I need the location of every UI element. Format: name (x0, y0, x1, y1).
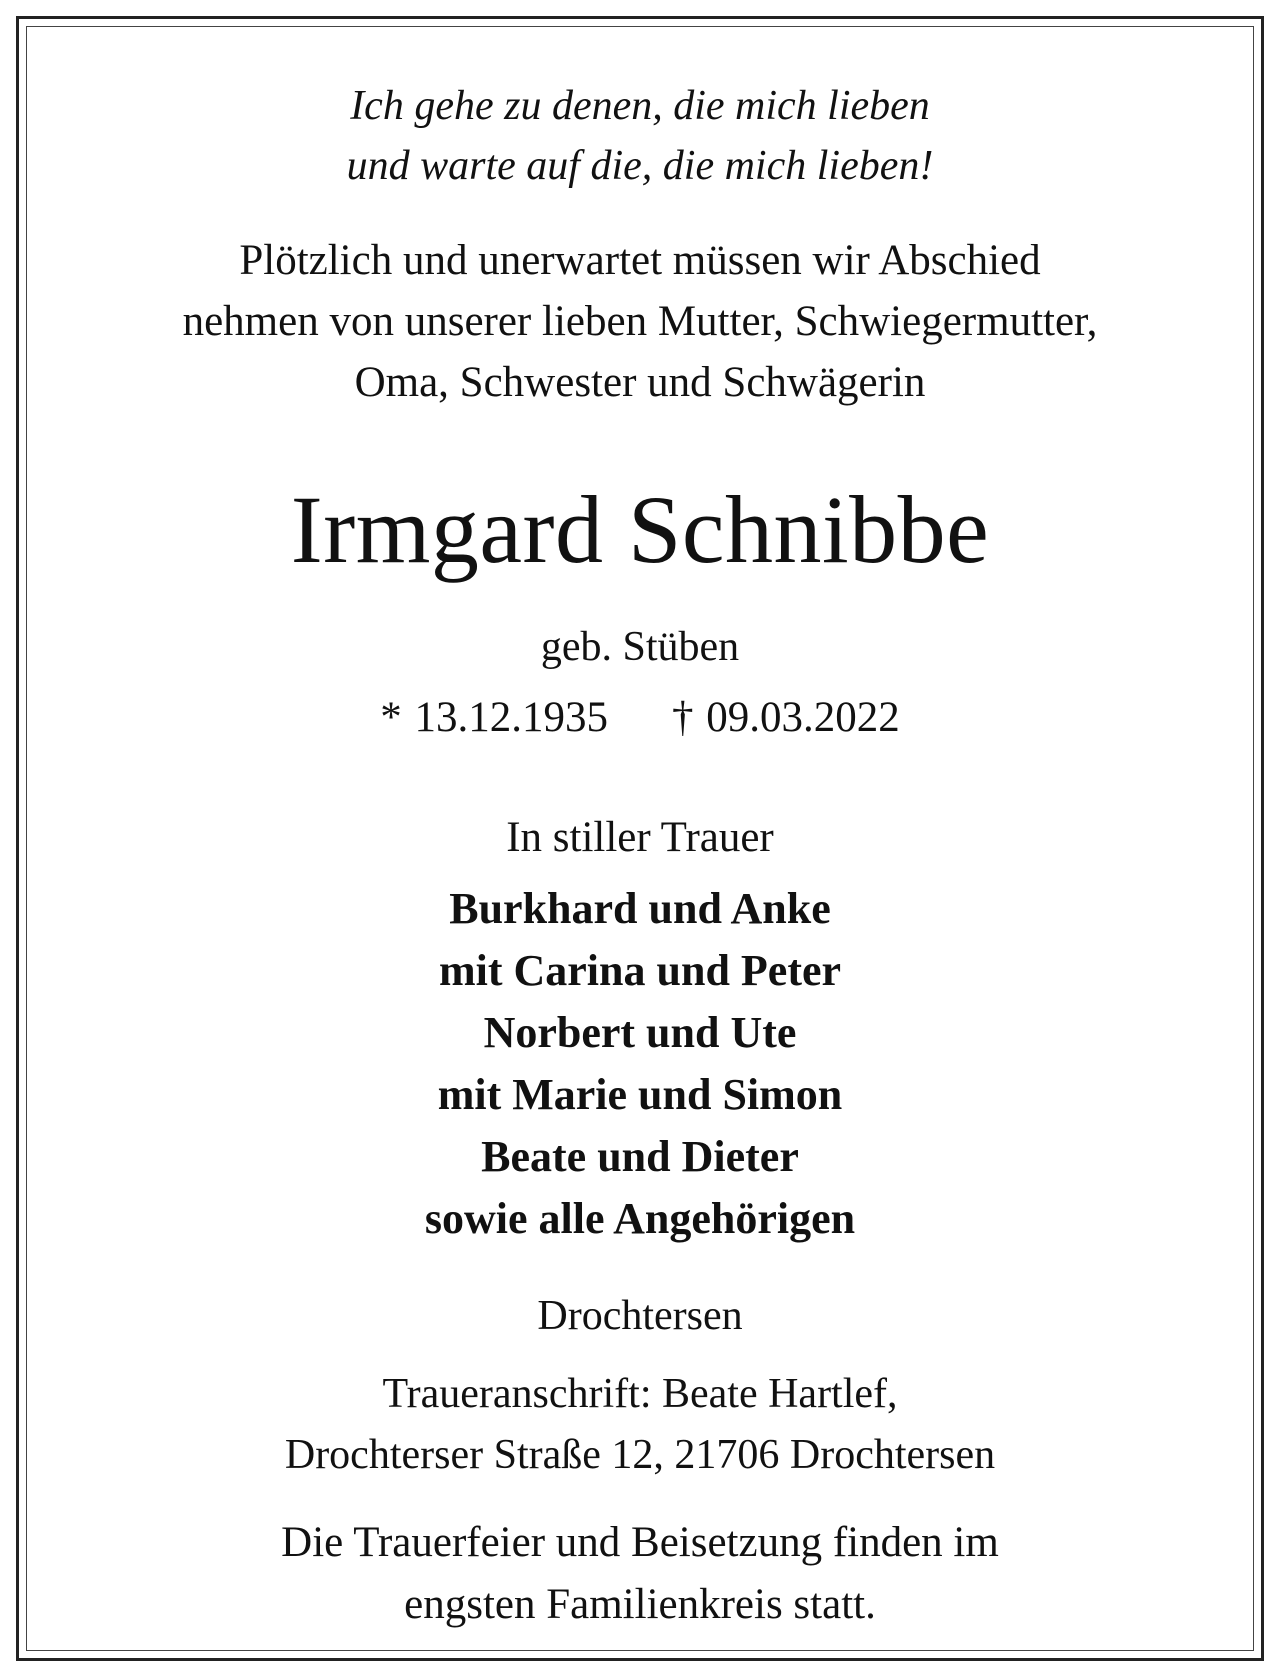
mourner-line: sowie alle Angehörigen (424, 1194, 856, 1243)
mourner-line: mit Carina und Peter (438, 946, 842, 995)
maiden-name: geb. Stüben (540, 624, 740, 670)
ceremony-line: engsten Familienkreis statt. (404, 1581, 876, 1628)
place-name: Drochtersen (537, 1293, 743, 1339)
mourning-heading: In stiller Trauer (506, 814, 774, 861)
birth-date: * 13.12.1935 (380, 694, 608, 741)
life-dates (26, 690, 1254, 746)
mourner-line: Norbert und Ute (483, 1008, 797, 1057)
intro-line: nehmen von unserer lieben Mutter, Schwiegermutter, (182, 298, 1098, 345)
address-line: Traueranschrift: Beate Hartlef, (382, 1371, 898, 1417)
deceased-name: Irmgard Schnibbe (290, 476, 990, 583)
motto-line: Ich gehe zu denen, die mich lieben (350, 83, 930, 129)
motto-verse (26, 76, 1254, 196)
intro-line: Oma, Schwester und Schwägerin (354, 359, 926, 406)
mourners-list (26, 878, 1254, 1250)
ceremony-line: Die Trauerfeier und Beisetzung finden im (281, 1519, 999, 1566)
obituary-notice (26, 26, 1254, 1651)
mourner-line: mit Marie und Simon (437, 1070, 843, 1119)
mourning-address (26, 1364, 1254, 1486)
intro-text (26, 230, 1254, 413)
mourner-line: Burkhard und Anke (449, 884, 831, 933)
intro-line: Plötzlich und unerwartet müssen wir Abschied (239, 237, 1041, 284)
motto-line: und warte auf die, die mich lieben! (346, 143, 934, 189)
ceremony-note (26, 1512, 1254, 1636)
death-date: † 09.03.2022 (672, 694, 900, 741)
address-line: Drochterser Straße 12, 21706 Drochtersen (284, 1432, 996, 1478)
mourner-line: Beate und Dieter (481, 1132, 799, 1181)
